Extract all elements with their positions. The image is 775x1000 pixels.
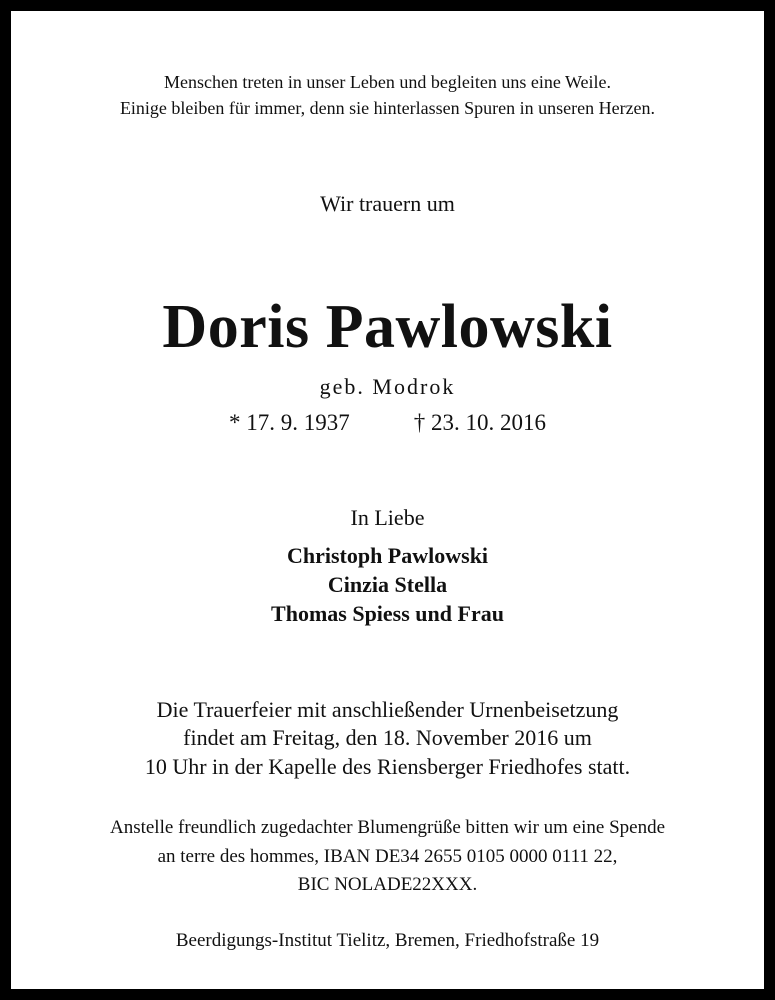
service-line-2: findet am Freitag, den 18. November 2016 um <box>183 725 592 750</box>
service-line-3: 10 Uhr in der Kapelle des Riensberger Friedhofes statt. <box>144 754 631 779</box>
deceased-name: Doris Pawlowski <box>162 293 613 361</box>
donation-line-1: Anstelle freundlich zugedachter Blumengrüße bitten wir um eine Spende <box>109 817 666 838</box>
mourner-2: Cinzia Stella <box>327 572 448 597</box>
donation-line-2: an terre des hommes, IBAN DE34 2655 0105 0000 0111 22, <box>157 846 618 867</box>
mourner-1: Christoph Pawlowski <box>286 543 489 568</box>
motto-line-1: Menschen treten in unser Leben und begleiten uns eine Weile. <box>163 72 612 92</box>
death-date: † 23. 10. 2016 <box>413 410 546 435</box>
donation-line-3: BIC NOLADE22XXX. <box>297 874 478 895</box>
motto-line-2: Einige bleiben für immer, denn sie hinterlassen Spuren in unseren Herzen. <box>119 98 656 118</box>
life-dates <box>22 411 753 434</box>
funeral-home: Beerdigungs-Institut Tielitz, Bremen, Friedhofstraße 19 <box>175 930 600 951</box>
mourner-3: Thomas Spiess und Frau <box>271 601 504 626</box>
service-line-1: Die Trauerfeier mit anschließender Urnenbeisetzung <box>156 697 619 722</box>
birth-date: * 17. 9. 1937 <box>229 410 350 435</box>
intro-text: Wir trauern um <box>320 191 455 216</box>
in-love-text: In Liebe <box>350 505 425 530</box>
maiden-name: geb. Modrok <box>319 374 456 399</box>
